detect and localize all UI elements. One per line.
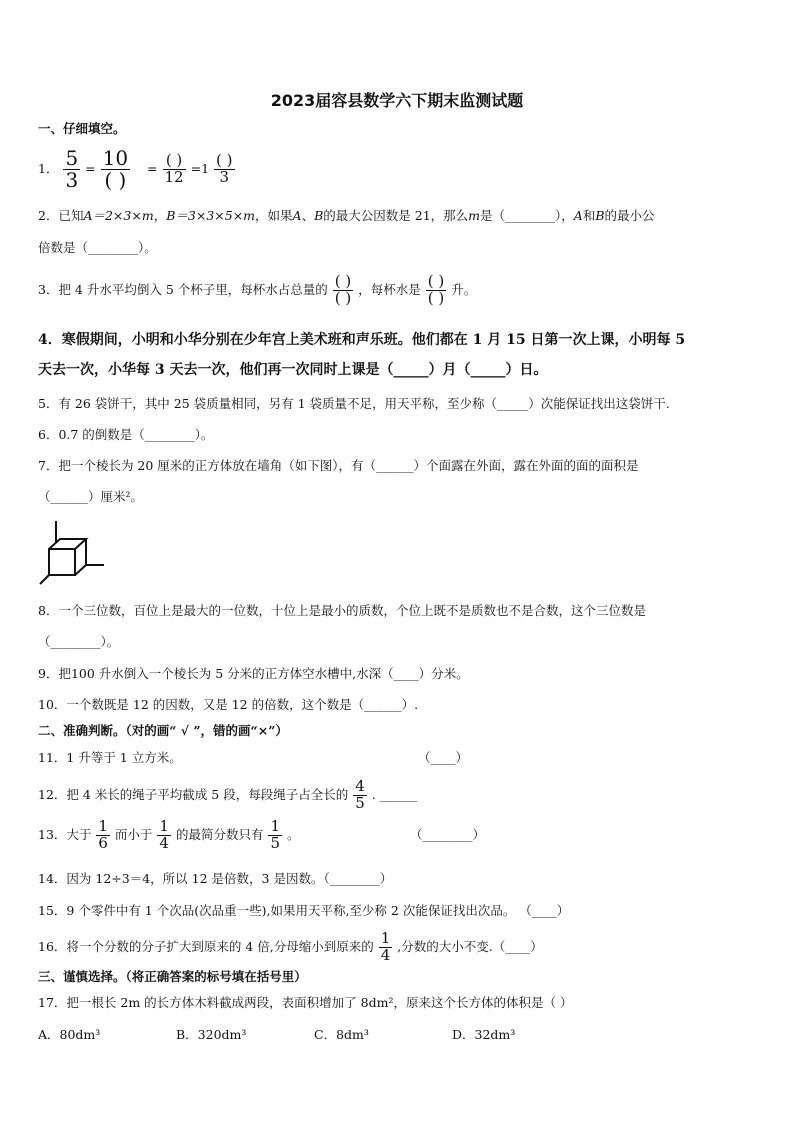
fraction: $\frac{( )}{( )}$ bbox=[427, 272, 445, 307]
fraction: $\frac{1}{6}$ bbox=[98, 817, 108, 852]
option-d[interactable]: D．32dm³ bbox=[452, 1027, 516, 1042]
question-12: 12．把 4 米长的绳子平均截成 5 段，每段绳子占全长的 $\frac{4}{5}$ . ______ bbox=[38, 777, 418, 812]
question-1: 1． $\frac{5}{3}$ = $\frac{10}{( )}$ = $\frac{( )}{12}$ =1 $\frac{( )}{3}$ bbox=[38, 146, 233, 192]
question-15: 15．9 个零件中有 1 个次品(次品重一些),如果用天平称,至少称 2 次能保证找出次品。 （____） bbox=[38, 903, 570, 918]
question-number: 1． bbox=[38, 161, 59, 176]
section-heading-3: 三、谨慎选择。（将正确答案的标号填在括号里） bbox=[38, 969, 307, 984]
question-10: 10．一个数既是 12 的因数，又是 12 的倍数，这个数是（______）. bbox=[38, 697, 419, 712]
question-8-line-2: （________）。 bbox=[38, 634, 120, 649]
question-2-line-2: 倍数是（________）。 bbox=[38, 240, 157, 255]
fraction: $\frac{1}{4}$ bbox=[159, 817, 169, 852]
option-c[interactable]: C．8dm³ bbox=[314, 1027, 369, 1042]
question-7-line-1: 7．把一个棱长为 20 厘米的正方体放在墙角（如下图），有（______）个面露在外面，露在外面的面的面积是 bbox=[38, 458, 639, 473]
fraction: $\frac{( )}{3}$ bbox=[216, 151, 233, 186]
question-4-line-1: 4．寒假期间，小明和小华分别在少年宫上美术班和声乐班。他们都在 1 月 15 日第一次上课，小明每 5 bbox=[38, 332, 686, 348]
question-9: 9．把100 升水倒入一个棱长为 5 分米的正方体空水槽中,水深（____）分米。 bbox=[38, 666, 469, 681]
question-8-line-1: 8．一个三位数，百位上是最大的一位数，十位上是最小的质数，个位上既不是质数也不是合数，这个三位数是 bbox=[38, 603, 646, 618]
question-17: 17．把一根长 2m 的长方体木料截成两段，表面积增加了 8dm²，原来这个长方体的体积是（ ） bbox=[38, 995, 573, 1010]
fraction: $\frac{( )}{12}$ bbox=[164, 151, 184, 186]
answer-paren-11: （____） bbox=[418, 750, 469, 765]
fraction: $\frac{( )}{( )}$ bbox=[334, 272, 352, 307]
question-11: 11．1 升等于 1 立方米。 bbox=[38, 750, 182, 765]
cube-corner-figure bbox=[38, 521, 108, 587]
fraction: $\frac{1}{5}$ bbox=[270, 817, 280, 852]
question-5: 5．有 26 袋饼干，其中 25 袋质量相同，另有 1 袋质量不足，用天平称，至少称（_____）次能保证找出这袋饼干. bbox=[38, 396, 670, 411]
question-4-line-2: 天去一次，小华每 3 天去一次，他们再一次同时上课是（_____）月（_____）日。 bbox=[38, 362, 548, 378]
question-6: 6．0.7 的倒数是（________）。 bbox=[38, 427, 214, 442]
fraction: $\frac{1}{4}$ bbox=[380, 929, 391, 964]
answer-paren-13: （________） bbox=[410, 827, 486, 842]
fraction: $\frac{4}{5}$ bbox=[355, 777, 365, 812]
question-2-line-1: 2．已知A＝2×3×m，B＝3×3×5×m，如果A、B的最大公因数是 21，那么m是（________），A和B的最小公 bbox=[38, 208, 655, 223]
question-7-line-2: （______）厘米²。 bbox=[38, 489, 144, 504]
fraction: $\frac{5}{3}$ bbox=[65, 146, 79, 192]
fraction: $\frac{10}{( )}$ bbox=[102, 146, 129, 192]
section-heading-2: 二、准确判断。（对的画“ √ ”，错的画“×”） bbox=[38, 723, 288, 738]
section-heading-1: 一、仔细填空。 bbox=[38, 121, 126, 136]
question-13: 13．大于 $\frac{1}{6}$ 而小于 $\frac{1}{4}$ 的最简分数只有 $\frac{1}{5}$ 。 bbox=[38, 817, 300, 852]
option-a[interactable]: A．80dm³ bbox=[38, 1027, 101, 1042]
page-title: 2023届容县数学六下期末监测试题 bbox=[270, 91, 524, 110]
option-b[interactable]: B．320dm³ bbox=[176, 1027, 247, 1042]
question-16: 16．将一个分数的分子扩大到原来的 4 倍,分母缩小到原来的 $\frac{1}{4}$ ,分数的大小不变.（____） bbox=[38, 929, 543, 964]
question-3: 3．把 4 升水平均倒入 5 个杯子里，每杯水占总量的 $\frac{( )}{( )}$ ，每杯水是 $\frac{( )}{( )}$ 升。 bbox=[38, 272, 477, 307]
question-14: 14．因为 12÷3＝4，所以 12 是倍数，3 是因数。（________） bbox=[38, 871, 393, 886]
